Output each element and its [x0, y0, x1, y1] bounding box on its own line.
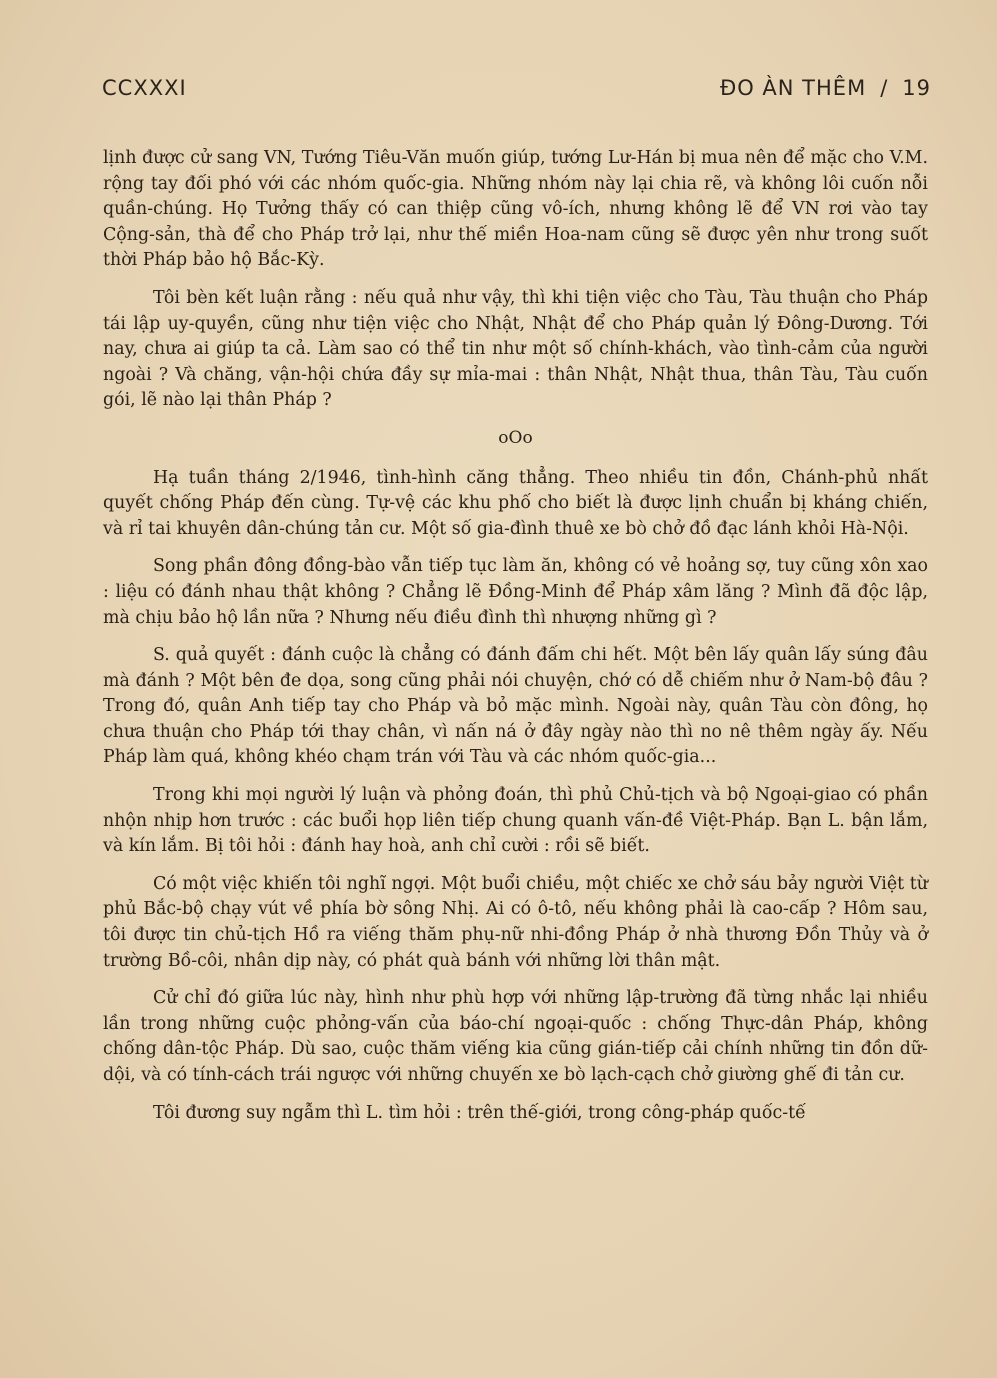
page-header — [102, 76, 931, 106]
running-title: ĐO ÀN THÊM — [719, 76, 867, 100]
paragraph-5: S. quả quyết : đánh cuộc là chẳng có đánh đấm chi hết. Một bên lấy quân lấy súng đâu mà đánh ? Một bên đe dọa, song cũng phải nói chuyện, chớ có dễ chiếm như ở Nam-bộ đâu ? Trong đó, quân Anh tiếp tay cho Pháp và bỏ mặc mình. Ngoài này, quân Tàu còn đông, họ chưa thuận cho Pháp tới thay chân, vì nấn ná ở đây ngày nào thì no nê thêm ngày ấy. Nếu Pháp làm quá, không khéo chạm trán với Tàu và các nhóm quốc-gia... — [103, 645, 928, 768]
paragraph-9: Tôi đương suy ngẫm thì L. tìm hỏi : trên thế-giới, trong công-pháp quốc-tế — [153, 1102, 806, 1123]
section-divider: oOo — [498, 427, 533, 448]
paragraph-4: Song phần đông đồng-bào vẫn tiếp tục làm ăn, không có vẻ hoảng sợ, tuy cũng xôn xao : liệu có đánh nhau thật không ? Chẳng lẽ Đồng-Minh để Pháp xâm lăng ? Mình đã độc lập, mà chịu bảo hộ lần nữa ? Nhưng nếu điều đình thì nhượng những gì ? — [103, 556, 928, 628]
paragraph-7: Có một việc khiến tôi nghĩ ngợi. Một buổi chiều, một chiếc xe chở sáu bảy người Việt từ phủ Bắc-bộ chạy vút về phía bờ sông Nhị. Ai có ô-tô, nếu không phải là cao-cấp ? Hôm sau, tôi được tin chủ-tịch Hồ ra viếng thăm phụ-nữ nhi-đồng Pháp ở nhà thương Đồn Thủy và ở trường Bồ-côi, nhân dịp này, có phát quà bánh với những lời thân mật. — [103, 873, 928, 971]
running-title-block — [720, 76, 931, 100]
paragraph-6: Trong khi mọi người lý luận và phỏng đoán, thì phủ Chủ-tịch và bộ Ngoại-giao có phần nhộn nhịp hơn trước : các buổi họp liên tiếp chung quanh vấn-đề Việt-Pháp. Bạn L. bận lắm, và kín lắm. Bị tôi hỏi : đánh hay hoà, anh chỉ cười : rồi sẽ biết. — [103, 785, 928, 857]
paragraph-1: lịnh được cử sang VN, Tướng Tiêu-Văn muốn giúp, tướng Lư-Hán bị mua nên để mặc cho V.M. rộng tay đối phó với các nhóm quốc-gia. Những nhóm này lại chia rẽ, và không lôi cuốn nỗi quần-chúng. Họ Tưởng thấy có can thiệp cũng vô-ích, nhưng không lẽ để VN rơi vào tay Cộng-sản, thà để cho Pháp trở lại, như thế miền Hoa-nam cũng sẽ được yên như trong suốt thời Pháp bảo hộ Bắc-Kỳ. — [103, 148, 928, 271]
page-number: 19 — [902, 76, 931, 100]
page-body — [103, 146, 928, 1138]
paragraph-3: Hạ tuần tháng 2/1946, tình-hình căng thẳng. Theo nhiều tin đồn, Chánh-phủ nhất quyết chống Pháp đến cùng. Tự-vệ các khu phố cho biết là được lịnh chuẩn bị kháng chiến, và rỉ tai khuyên dân-chúng tản cư. Một số gia-đình thuê xe bò chở đồ đạc lánh khỏi Hà-Nội. — [103, 467, 928, 539]
chapter-number: CCXXXI — [102, 76, 187, 100]
paragraph-2: Tôi bèn kết luận rằng : nếu quả như vậy, thì khi tiện việc cho Tàu, Tàu thuận cho Pháp tái lập uy-quyền, cũng như tiện việc cho Nhật, Nhật để cho Pháp quản lý Đông-Dương. Tới nay, chưa ai giúp ta cả. Làm sao có thể tin như một số chính-khách, vào tình-cảm của người ngoài ? Và chăng, vận-hội chứa đầy sự mỉa-mai : thân Nhật, Nhật thua, thân Tàu, Tàu cuốn gói, lẽ nào lại thân Pháp ? — [103, 287, 928, 411]
header-separator: / — [880, 76, 889, 100]
paragraph-8: Cử chỉ đó giữa lúc này, hình như phù hợp với những lập-trường đã từng nhắc lại nhiều lần trong những cuộc phỏng-vấn của báo-chí ngoại-quốc : chống Thực-dân Pháp, không chống dân-tộc Pháp. Dù sao, cuộc thăm viếng kia cũng gián-tiếp cải chính những tin đồn dữ-dội, và có tính-cách trái ngược với những chuyến xe bò lạch-cạch chở giường ghế đi tản cư. — [103, 988, 928, 1085]
